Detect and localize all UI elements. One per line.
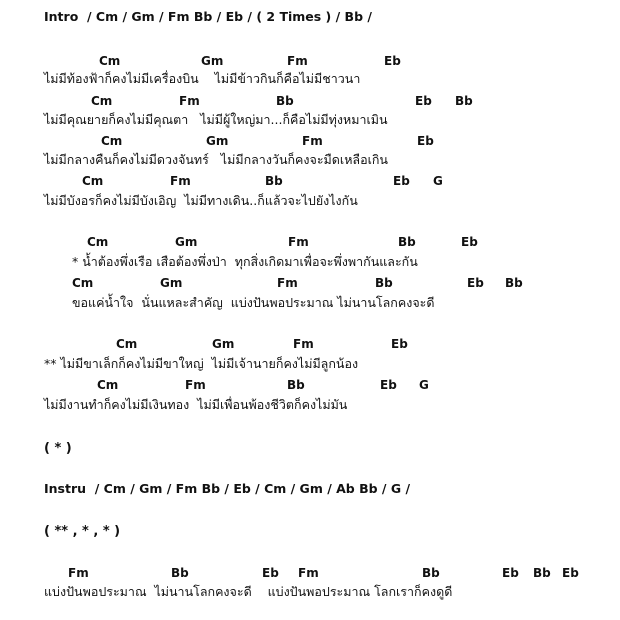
chord: Fm (288, 235, 309, 249)
chord: Fm (185, 378, 206, 392)
chord: Gm (201, 54, 224, 68)
chord: Cm (72, 276, 94, 290)
chord: Gm (160, 276, 183, 290)
lyric-line: ขอแค่น้ำใจ นั่นแหละสำคัญ แบ่งปันพอประมาณ ไม่นานโลกคงจะดี (72, 295, 435, 310)
chord: Cm (91, 94, 113, 108)
chord: G (433, 174, 443, 188)
lyric-line: ** ไม่มีขาเล็กก็คงไม่มีขาใหญ่ ไม่มีเจ้านายก็คงไม่มีลูกน้อง (44, 356, 359, 371)
chord: Cm (99, 54, 121, 68)
chord: Cm (82, 174, 104, 188)
lyric-line: ไม่มีท้องฟ้าก็คงไม่มีเครื่องบิน ไม่มีข้าวกินก็คือไม่มีชาวนา (44, 71, 361, 86)
lyric-line: ไม่มีงานทำก็คงไม่มีเงินทอง ไม่มีเพื่อนพ้องชีวิตก็คงไม่มัน (44, 397, 348, 412)
chord: Cm (101, 134, 123, 148)
lyric-line: * น้ำต้องพึ่งเรือ เสือต้องพึ่งป่า ทุกสิ่งเกิดมาเพื่อจะพึ่งพากันและกัน (72, 254, 418, 269)
chord: Eb (461, 235, 478, 249)
chord: Bb (171, 566, 189, 580)
chord: Bb (375, 276, 393, 290)
chord: Cm (97, 378, 119, 392)
chord: Eb (502, 566, 519, 580)
chord: Fm (68, 566, 89, 580)
repeat-sequence: ( ** , * , * ) (44, 524, 121, 539)
chord: Eb (417, 134, 434, 148)
chord: Eb (380, 378, 397, 392)
lyric-line: ไม่มีคุณยายก็คงไม่มีคุณตา ไม่มีผู้ใหญ่มา...ก็คือไม่มีทุ่งหมาเมิน (44, 112, 388, 127)
chord: Eb (384, 54, 401, 68)
chord: Bb (265, 174, 283, 188)
lyric-line: ไม่มีกลางคืนก็คงไม่มีดวงจันทร์ ไม่มีกลางวันก็คงจะมืดเหลือเกิน (44, 152, 388, 167)
chord: Bb (287, 378, 305, 392)
chord: Eb (262, 566, 279, 580)
chord: Gm (175, 235, 198, 249)
chord: Bb (533, 566, 551, 580)
chord: Fm (277, 276, 298, 290)
chord: Eb (391, 337, 408, 351)
chord: Gm (206, 134, 229, 148)
chord: Fm (298, 566, 319, 580)
chord: Bb (422, 566, 440, 580)
chord: Eb (562, 566, 579, 580)
chord: Bb (505, 276, 523, 290)
chord: Fm (170, 174, 191, 188)
chord: Fm (179, 94, 200, 108)
chord: Fm (287, 54, 308, 68)
lyric-line: ไม่มีบังอรก็คงไม่มีบังเอิญ ไม่มีทางเดิน..ก็แล้วจะไปยังไงกัน (44, 193, 358, 208)
chord: Fm (302, 134, 323, 148)
chord: Cm (87, 235, 109, 249)
chord: Bb (455, 94, 473, 108)
chord: Eb (467, 276, 484, 290)
chord: Bb (276, 94, 294, 108)
chord: Bb (398, 235, 416, 249)
chord: Fm (293, 337, 314, 351)
chord: Gm (212, 337, 235, 351)
lyric-line: แบ่งปันพอประมาณ ไม่นานโลกคงจะดี แบ่งปันพอประมาณ โลกเราก็คงดูดี (44, 584, 453, 599)
intro-line: Intro / Cm / Gm / Fm Bb / Eb / ( 2 Times ) / Bb / (44, 9, 372, 24)
chord: Eb (415, 94, 432, 108)
instru-line: Instru / Cm / Gm / Fm Bb / Eb / Cm / Gm / Ab Bb / G / (44, 481, 411, 496)
chord: Eb (393, 174, 410, 188)
repeat-marker: ( * ) (44, 441, 72, 456)
chord: G (419, 378, 429, 392)
chord: Cm (116, 337, 138, 351)
